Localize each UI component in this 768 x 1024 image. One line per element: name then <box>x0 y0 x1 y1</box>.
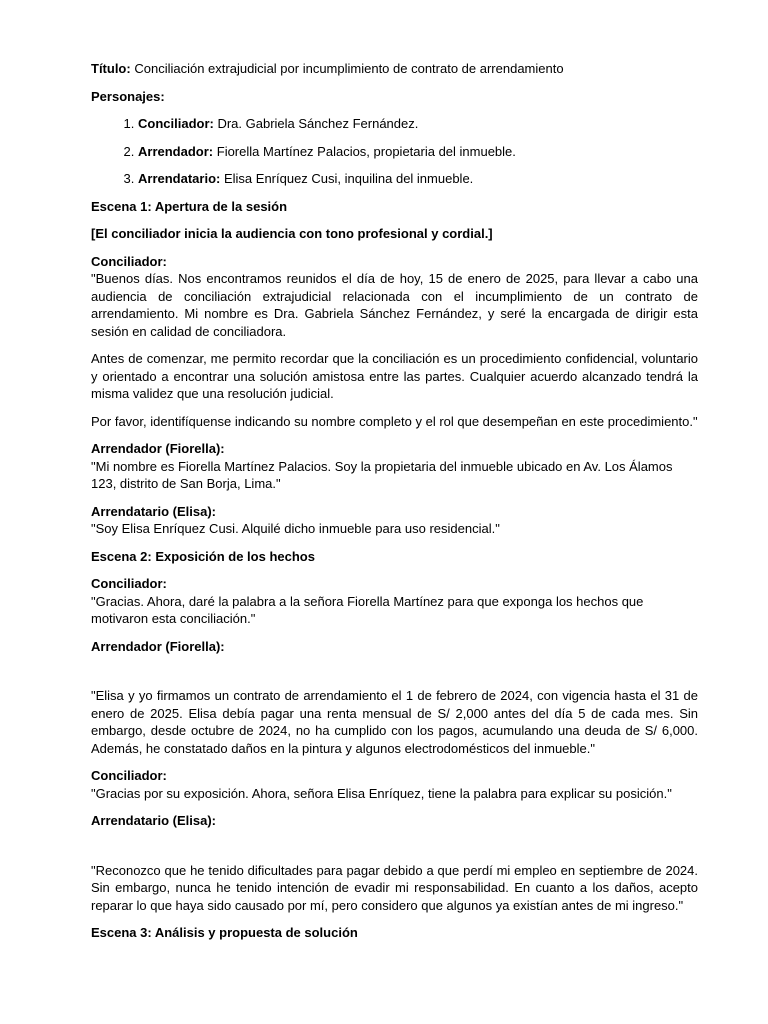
character-desc: Dra. Gabriela Sánchez Fernández. <box>217 116 419 131</box>
document-title <box>91 60 698 78</box>
scene2-heading-text: Escena 2: Exposición de los hechos <box>91 548 315 564</box>
character-landlord <box>138 143 698 161</box>
scene1-direction <box>91 225 698 243</box>
title-label: Título: <box>91 61 131 76</box>
characters-list <box>91 115 698 188</box>
spacer <box>91 665 698 687</box>
scene2-landlord-text: "Elisa y yo firmamos un contrato de arrendamiento el 1 de febrero de 2024, con vigencia hasta el 31 de enero de 2025. Elisa debía pagar una renta mensual de S/ 2,000 antes del día 5 de cada mes. Sin embargo, desde octubre de 2024, no ha cumplido con los pagos, acumulando una deuda de S/ 6,000. Además, he constatado daños en la pintura y algunos electrodomésticos del inmueble." <box>91 688 698 756</box>
speaker-label: Arrendador (Fiorella): <box>91 441 225 456</box>
scene1-direction-text: [El conciliador inicia la audiencia con tono profesional y cordial.] <box>91 226 493 241</box>
scene2-tenant-text: "Reconozco que he tenido dificultades para pagar debido a que perdí mi empleo en septiembre de 2024. Sin embargo, nunca he tenido intención de evadir mi responsabilidad. En cuanto a los daños, acepto reparar lo que haya sido causado por mí, pero considero que algunos ya existían antes de mi ingreso." <box>91 862 698 913</box>
dialogue-text: "Gracias. Ahora, daré la palabra a la señora Fiorella Martínez para que exponga los hechos que motivaron esta conciliación." <box>91 593 644 626</box>
dialogue-text: "Gracias por su exposición. Ahora, señora Elisa Enríquez, tiene la palabra para explicar su posición." <box>91 785 672 801</box>
scene2-conciliator-block <box>91 575 698 628</box>
scene1-conciliator-block <box>91 253 698 341</box>
scene1-landlord-block <box>91 440 698 493</box>
scene1-heading-text: Escena 1: Apertura de la sesión <box>91 198 288 214</box>
scene2-conciliator2-block <box>91 767 698 802</box>
scene1-tenant-block <box>91 503 698 538</box>
characters-heading <box>91 88 698 106</box>
characters-heading-text: Personajes: <box>91 88 165 104</box>
spacer <box>91 840 698 862</box>
speaker-label: Arrendatario (Elisa): <box>91 503 216 519</box>
dialogue-text: "Soy Elisa Enríquez Cusi. Alquilé dicho inmueble para uso residencial." <box>91 521 500 536</box>
speaker-label: Arrendatario (Elisa): <box>91 813 216 828</box>
speaker-label: Conciliador: <box>91 768 167 783</box>
scene1-heading <box>91 198 698 216</box>
title-text: Conciliación extrajudicial por incumplimiento de contrato de arrendamiento <box>134 61 564 76</box>
scene3-heading-text: Escena 3: Análisis y propuesta de solución <box>91 925 358 940</box>
character-conciliator <box>138 115 698 133</box>
speaker-label: Arrendador (Fiorella): <box>91 638 225 654</box>
character-role: Arrendador: <box>138 143 214 159</box>
speaker-label: Conciliador: <box>91 576 167 591</box>
scene2-tenant-label <box>91 812 698 830</box>
scene3-heading <box>91 924 698 942</box>
scene2-landlord-label <box>91 638 698 656</box>
character-role: Arrendatario: <box>138 171 221 186</box>
character-tenant <box>138 170 698 188</box>
character-desc: Fiorella Martínez Palacios, propietaria del inmueble. <box>216 143 516 159</box>
character-desc: Elisa Enríquez Cusi, inquilina del inmueble. <box>223 171 474 186</box>
scene1-conciliator-p2: Antes de comenzar, me permito recordar que la conciliación es un procedimiento confidencial, voluntario y orientado a encontrar una solución amistosa entre las partes. Cualquier acuerdo alcanzado tendrá la misma validez que una resolución judicial. <box>91 351 698 401</box>
dialogue-text: "Buenos días. Nos encontramos reunidos el día de hoy, 15 de enero de 2025, para llevar a cabo una audiencia de conciliación extrajudicial relacionada con el incumplimiento de un contrato de arrendamiento. Mi nombre es Dra. Gabriela Sánchez Fernández, y seré la encargada de dirigir esta sesión en calidad de conciliadora. <box>91 271 698 339</box>
scene1-conciliator-p3: Por favor, identifíquense indicando su nombre completo y el rol que desempeñan en este procedimiento." <box>91 413 698 429</box>
dialogue-text: "Mi nombre es Fiorella Martínez Palacios. Soy la propietaria del inmueble ubicado en Av. Los Álamos 123, distrito de San Borja, Lima." <box>91 458 673 491</box>
scene2-heading <box>91 548 698 566</box>
character-role: Conciliador: <box>138 116 214 131</box>
speaker-label: Conciliador: <box>91 253 167 269</box>
